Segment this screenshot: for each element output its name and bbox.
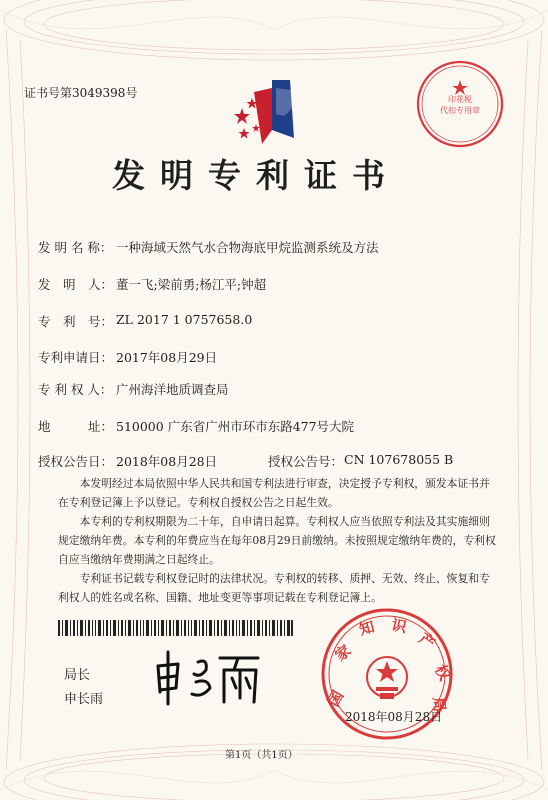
field-label-patentee: 专 利 权 人： bbox=[38, 382, 113, 397]
field-label-address: 地 址： bbox=[38, 419, 114, 434]
body-paragraph: 本专利的专利权期限为二十年，自申请日起算。专利权人应当依照专利法及其实施细则规定缴纳年费。本专利的年费应当在每年08月29日前缴纳。未按照规定缴纳年费的，专利权自应当缴纳年费期满之日起终止。 bbox=[58, 515, 496, 566]
field-label-filing-date: 专利申请日： bbox=[38, 350, 114, 365]
svg-text:家: 家 bbox=[331, 641, 355, 665]
field-label-name: 发 明 名 称： bbox=[38, 240, 113, 255]
svg-text:产: 产 bbox=[415, 629, 439, 653]
svg-text:局: 局 bbox=[429, 696, 449, 713]
announcement-label: 授权公告号： bbox=[268, 454, 344, 469]
field-value-name: 一种海域天然气水合物海底甲烷监测系统及方法 bbox=[116, 240, 379, 255]
barcode bbox=[58, 620, 293, 636]
svg-text:识: 识 bbox=[389, 615, 409, 637]
field-value-patentee: 广州海洋地质调查局 bbox=[116, 382, 229, 397]
announcement-value: CN 107678055 B bbox=[344, 452, 454, 467]
svg-text:权: 权 bbox=[430, 661, 454, 684]
certificate-body bbox=[58, 474, 498, 607]
body-paragraph: 本发明经过本局依照中华人民共和国专利法进行审查，决定授予专利权，颁发本证书并在专利登记簿上予以登记。专利权自授权公告之日起生效。 bbox=[58, 477, 490, 509]
svg-text:代扣专用章: 代扣专用章 bbox=[440, 106, 480, 115]
svg-text:印花税: 印花税 bbox=[448, 95, 472, 104]
field-value-filing-date: 2017年08月29日 bbox=[116, 350, 218, 365]
svg-text:知: 知 bbox=[357, 617, 377, 639]
field-label-inventor: 发 明 人： bbox=[38, 277, 114, 292]
archive-stamp bbox=[414, 58, 506, 150]
cnipa-logo bbox=[232, 78, 304, 148]
field-value-inventor: 董一飞;梁前勇;杨江平;钟超 bbox=[116, 277, 267, 292]
svg-text:国: 国 bbox=[324, 687, 348, 710]
page-number: 第1页（共1页） bbox=[225, 750, 298, 761]
signature-title: 局长 bbox=[64, 668, 91, 683]
handwritten-signature bbox=[150, 648, 270, 708]
field-label-grant-date: 授权公告日： bbox=[38, 454, 114, 469]
certificate-number: 证书号第3049398号 bbox=[24, 86, 138, 100]
field-label-patent-no: 专 利 号： bbox=[38, 314, 114, 329]
field-value-grant-date: 2018年08月28日 bbox=[116, 454, 218, 469]
body-paragraph: 专利证书记载专利权登记时的法律状况。专利权的转移、质押、无效、终止、恢复和专利权人的姓名或名称、国籍、地址变更等事项记载在专利登记簿上。 bbox=[58, 572, 490, 604]
page-title: 发明专利证书 bbox=[112, 156, 400, 195]
field-value-address: 510000 广东省广州市环市东路477号大院 bbox=[116, 419, 355, 434]
signature-name: 申长雨 bbox=[64, 692, 104, 707]
seal-date: 2018年08月28日 bbox=[345, 710, 443, 724]
field-value-patent-no: ZL 2017 1 0757658.0 bbox=[116, 312, 253, 327]
